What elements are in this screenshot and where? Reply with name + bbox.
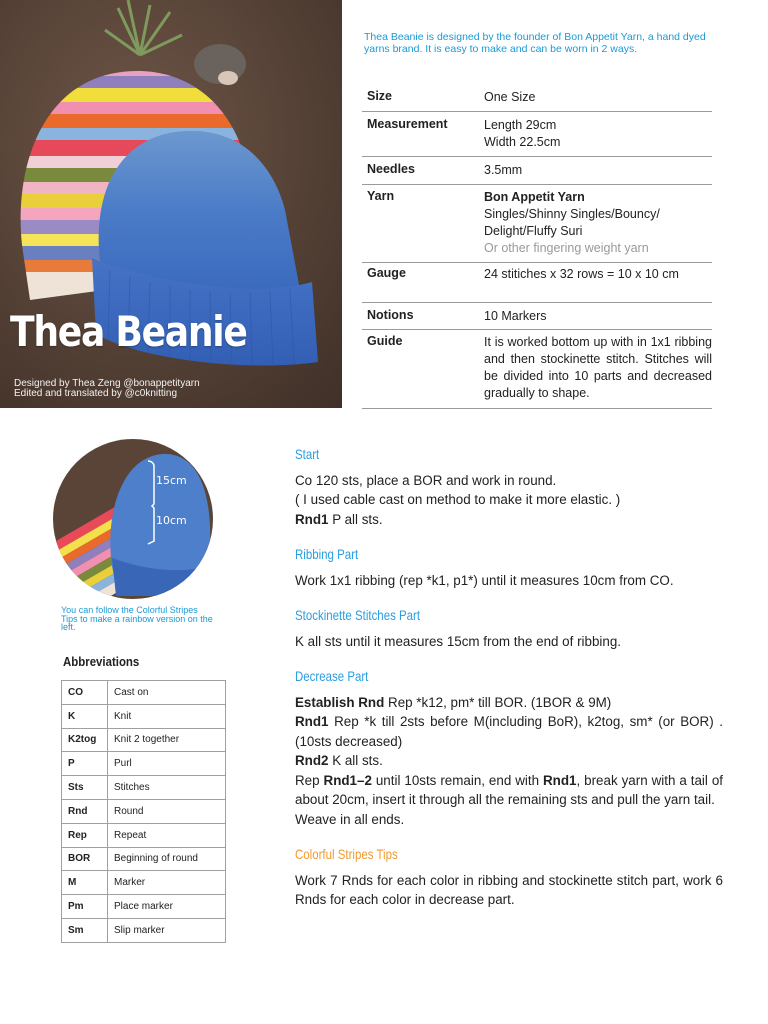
abbreviation-key: P: [62, 752, 108, 776]
rnd-text: P all sts.: [328, 511, 383, 527]
yarn-line-1: Singles/Shinny Singles/Bouncy/: [484, 207, 660, 221]
spec-label: Size: [367, 89, 393, 103]
abbreviation-key: CO: [62, 681, 108, 705]
stockinette-text: K all sts until it measures 15cm from the end of ribbing.: [295, 633, 621, 649]
spec-value: It is worked bottom up with in 1x1 ribbing and then stockinette stitch. Stitches will be divided into 10 parts and decreased gradually to shape.: [484, 335, 712, 400]
abbreviation-row: [62, 728, 226, 752]
abbreviation-row: [62, 799, 226, 823]
start-line-2: ( I used cable cast on method to make it more elastic. ): [295, 492, 621, 507]
rep-text: until 10sts remain, end with: [371, 772, 543, 788]
rnd-label: Rnd1–2: [323, 772, 372, 788]
rnd-text: Rep *k12, pm* till BOR. (1BOR & 9M): [384, 694, 612, 710]
rnd-text: Rep *k till 2sts before M(including BoR), k2tog, sm* (or BOR) . (10sts decreased): [295, 714, 723, 749]
abbreviation-row: [62, 847, 226, 871]
abbreviation-meaning: Round: [108, 799, 226, 823]
spec-value: 3.5mm: [484, 163, 523, 177]
designer-credit: Designed by Thea Zeng @bonappetityarn: [14, 378, 200, 389]
start-line-1: Co 120 sts, place a BOR and work in round.: [295, 472, 557, 488]
spec-value: One Size: [484, 90, 536, 104]
start-rnd1: [295, 510, 723, 530]
rnd-label: Establish Rnd: [295, 694, 385, 710]
section-title-stripes: Colorful Stripes Tips: [295, 846, 398, 862]
decrease-establish: [295, 693, 723, 713]
spec-row-yarn: [362, 185, 712, 263]
abbreviation-row: [62, 918, 226, 942]
spec-label: Yarn: [367, 189, 395, 203]
stripes-text: Work 7 Rnds for each color in ribbing and stockinette stitch part, work 6 Rnds for each color in decrease part.: [295, 872, 723, 907]
hero-title: Thea Beanie: [10, 307, 247, 356]
abbreviation-key: Sm: [62, 918, 108, 942]
abbreviation-meaning: Cast on: [108, 681, 226, 705]
spec-label: Measurement: [367, 117, 448, 131]
abbreviation-key: Pm: [62, 895, 108, 919]
spec-value: [484, 117, 712, 156]
abbreviations-title: Abbreviations: [63, 654, 140, 669]
yarn-alternative: Or other fingering weight yarn: [484, 241, 649, 255]
decrease-repeat: [295, 771, 723, 810]
spec-value: 10 Markers: [484, 309, 547, 323]
abbreviation-key: K2tog: [62, 728, 108, 752]
section-title-decrease: Decrease Part: [295, 668, 369, 684]
abbreviation-meaning: Knit 2 together: [108, 728, 226, 752]
abbreviation-meaning: Place marker: [108, 895, 226, 919]
abbreviation-meaning: Purl: [108, 752, 226, 776]
rnd-label: Rnd1: [295, 511, 329, 527]
abbreviation-row: [62, 704, 226, 728]
measurement-length: Length 29cm: [484, 118, 557, 132]
spec-table: [362, 83, 712, 409]
top-measure-label: 15cm: [156, 474, 187, 487]
hero-photo: [0, 0, 342, 408]
spec-row-needles: [362, 157, 712, 185]
section-title-start: Start: [295, 446, 320, 462]
rnd-label: Rnd1: [543, 772, 577, 788]
decrease-weave: Weave in all ends.: [295, 811, 405, 827]
spec-row-measurement: [362, 112, 712, 157]
measurement-photo: [50, 436, 216, 602]
intro-text: Thea Beanie is designed by the founder of Bon Appetit Yarn, a hand dyed yarns brand. It is easy to make and can be worn in 2 ways.: [364, 31, 706, 55]
spec-row-size: [362, 83, 712, 112]
beanie-measurement-image: [50, 436, 216, 602]
abbreviation-meaning: Repeat: [108, 823, 226, 847]
section-title-stockinette: Stockinette Stitches Part: [295, 607, 421, 623]
abbreviation-key: Rep: [62, 823, 108, 847]
section-title-ribbing: Ribbing Part: [295, 546, 359, 562]
spec-row-notions: [362, 303, 712, 330]
abbreviation-row: [62, 823, 226, 847]
instructions: [295, 445, 723, 910]
abbreviation-key: K: [62, 704, 108, 728]
spec-value: [484, 189, 712, 262]
spec-value: 24 stitiches x 32 rows = 10 x 10 cm: [484, 267, 679, 281]
abbreviation-key: M: [62, 871, 108, 895]
abbreviation-key: BOR: [62, 847, 108, 871]
rnd-label: Rnd1: [295, 714, 329, 729]
abbreviation-meaning: Stitches: [108, 776, 226, 800]
abbreviation-row: [62, 895, 226, 919]
ribbing-text: Work 1x1 ribbing (rep *k1, p1*) until it measures 10cm from CO.: [295, 572, 674, 588]
spec-label: Needles: [367, 162, 415, 176]
measurement-width: Width 22.5cm: [484, 135, 561, 149]
spec-row-gauge: [362, 263, 712, 303]
rnd-text: K all sts.: [328, 753, 383, 768]
abbreviation-meaning: Knit: [108, 704, 226, 728]
abbreviation-row: [62, 752, 226, 776]
decrease-rnd2: [295, 751, 723, 771]
abbreviation-meaning: Slip marker: [108, 918, 226, 942]
abbreviation-row: [62, 871, 226, 895]
translator-credit: Edited and translated by @c0knitting: [14, 388, 178, 399]
spec-row-guide: [362, 330, 712, 409]
ribbing-measure-label: 10cm: [156, 514, 187, 527]
decrease-rnd1: [295, 712, 723, 751]
abbreviation-meaning: Marker: [108, 871, 226, 895]
abbreviation-row: [62, 681, 226, 705]
spec-label: Gauge: [367, 266, 406, 280]
abbreviation-key: Sts: [62, 776, 108, 800]
rep-text: Rep: [295, 772, 324, 788]
rnd-label: Rnd2: [295, 753, 329, 768]
spec-label: Guide: [367, 334, 403, 348]
abbreviation-meaning: Beginning of round: [108, 847, 226, 871]
rainbow-tip: You can follow the Colorful Stripes Tips to make a rainbow version on the left.: [61, 605, 213, 632]
rep-text: , break yarn with a tail of about 20cm, insert it through all the remaining sts and pull the yarn tail.: [295, 772, 724, 807]
abbreviations-table: [61, 680, 226, 943]
yarn-brand: Bon Appetit Yarn: [484, 190, 585, 204]
abbreviation-key: Rnd: [62, 799, 108, 823]
yarn-line-2: Delight/Fluffy Suri: [484, 224, 583, 238]
abbreviation-row: [62, 776, 226, 800]
spec-label: Notions: [367, 308, 414, 322]
